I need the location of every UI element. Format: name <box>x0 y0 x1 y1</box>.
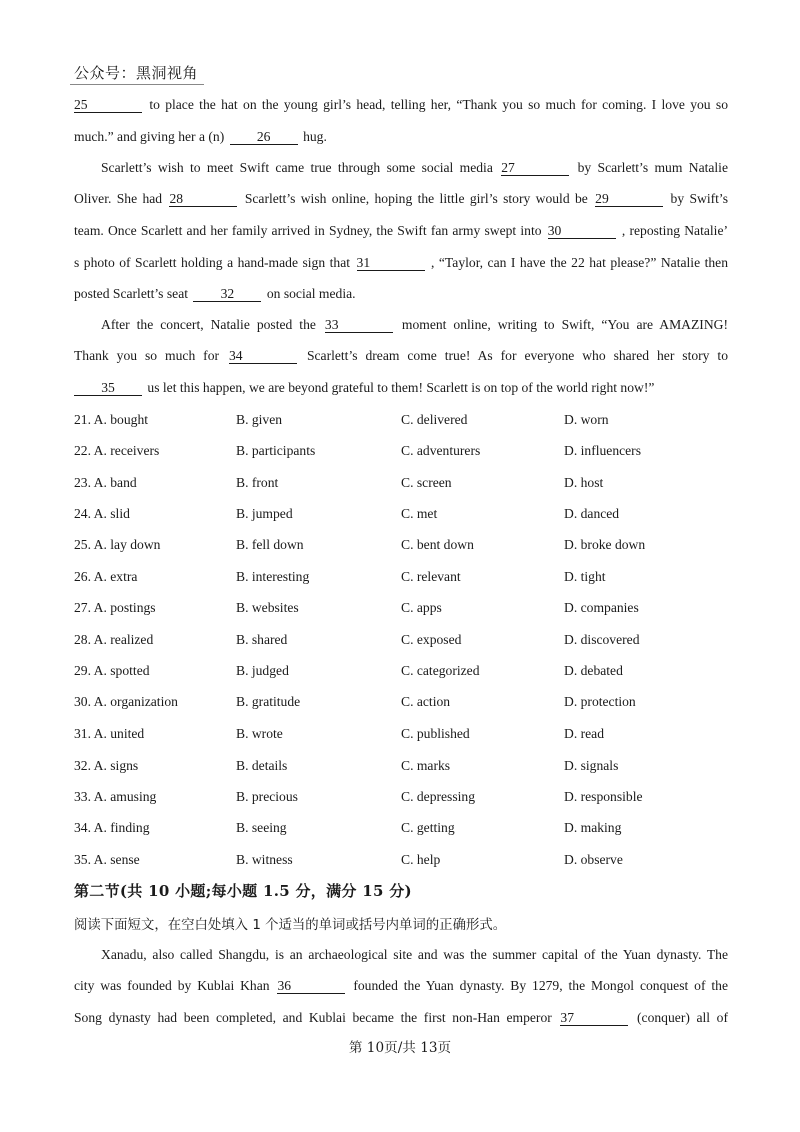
option-d: D. influencers <box>564 443 642 458</box>
option-b: B. interesting <box>236 569 310 584</box>
option-d: D. host <box>564 475 604 490</box>
blank-33: 33 <box>325 317 393 333</box>
option-row-23 <box>74 474 734 492</box>
option-d: D. responsible <box>564 789 643 804</box>
blank-30: 30 <box>548 223 616 239</box>
blank-25: 25 <box>74 97 142 113</box>
option-a: 34. A. finding <box>74 820 150 835</box>
blank-32: 32 <box>193 286 261 302</box>
option-a: 35. A. sense <box>74 852 140 867</box>
option-d: D. worn <box>564 412 609 427</box>
passage-line: s photo of Scarlett holding a hand-made sign that 31 , “Taylor, can I have the 22 hat please?” Natalie then <box>74 255 729 270</box>
option-a: 29. A. spotted <box>74 663 150 678</box>
passage-line: Song dynasty had been completed, and Kublai became the first non-Han emperor 37 (conquer) all of <box>74 1010 729 1025</box>
option-c: C. delivered <box>401 412 468 427</box>
option-c: C. depressing <box>401 789 476 804</box>
blank-35: 35 <box>74 380 142 396</box>
option-a: 32. A. signs <box>74 758 139 773</box>
option-a: 24. A. slid <box>74 506 130 521</box>
option-b: B. witness <box>236 852 293 867</box>
option-d: D. debated <box>564 663 623 678</box>
option-b: B. judged <box>236 663 289 678</box>
option-b: B. websites <box>236 600 299 615</box>
option-c: C. exposed <box>401 632 462 647</box>
option-c: C. screen <box>401 475 452 490</box>
option-a: 25. A. lay down <box>74 537 161 552</box>
option-c: C. getting <box>401 820 455 835</box>
option-a: 26. A. extra <box>74 569 138 584</box>
option-row-33 <box>74 788 734 806</box>
option-d: D. discovered <box>564 632 640 647</box>
option-c: C. relevant <box>401 569 461 584</box>
blank-29: 29 <box>595 191 663 207</box>
section-title: 第二节(共 10 小题;每小题 1.5 分，满分 15 分) <box>74 882 412 900</box>
option-row-28 <box>74 631 734 649</box>
section-instruction: 阅读下面短文，在空白处填入 1 个适当的单词或括号内单词的正确形式。 <box>74 918 507 933</box>
option-c: C. met <box>401 506 438 521</box>
option-b: B. participants <box>236 443 316 458</box>
option-d: D. companies <box>564 600 639 615</box>
blank-37: 37 <box>560 1010 628 1026</box>
option-row-25 <box>74 536 734 554</box>
blank-36: 36 <box>277 978 345 994</box>
blank-34: 34 <box>229 348 297 364</box>
option-b: B. fell down <box>236 537 304 552</box>
option-b: B. jumped <box>236 506 293 521</box>
option-d: D. tight <box>564 569 606 584</box>
page-footer: 第 10页/共 13页 <box>348 1040 452 1056</box>
option-a: 28. A. realized <box>74 632 154 647</box>
header-divider <box>70 84 204 85</box>
option-row-26 <box>74 568 734 586</box>
option-b: B. given <box>236 412 283 427</box>
option-d: D. protection <box>564 694 636 709</box>
option-d: D. broke down <box>564 537 646 552</box>
option-d: D. signals <box>564 758 619 773</box>
option-c: C. marks <box>401 758 451 773</box>
watermark-header: 公众号：黑洞视角 <box>74 64 199 82</box>
passage-line: After the concert, Natalie posted the 33 moment online, writing to Swift, “You are AMAZING! <box>101 317 728 332</box>
option-row-22 <box>74 442 734 460</box>
passage-line: posted Scarlett’s seat 32 on social media. <box>74 286 356 301</box>
option-a: 27. A. postings <box>74 600 156 615</box>
option-a: 31. A. united <box>74 726 145 741</box>
option-row-27 <box>74 599 734 617</box>
option-a: 30. A. organization <box>74 694 178 709</box>
passage-line: team. Once Scarlett and her family arrived in Sydney, the Swift fan army swept into 30 , reposting Natalie’ <box>74 223 729 238</box>
passage-line: Xanadu, also called Shangdu, is an archaeological site and was the summer capital of the Yuan dynasty. The <box>101 947 728 962</box>
option-d: D. observe <box>564 852 623 867</box>
option-c: C. published <box>401 726 470 741</box>
option-d: D. danced <box>564 506 620 521</box>
passage-line: Oliver. She had 28 Scarlett’s wish online, hoping the little girl’s story would be 29 by Swift’s <box>74 191 728 206</box>
option-b: B. gratitude <box>236 694 301 709</box>
passage-line: 35 us let this happen, we are beyond grateful to them! Scarlett is on top of the world right now!” <box>74 379 728 397</box>
option-b: B. front <box>236 475 279 490</box>
option-row-30 <box>74 693 734 711</box>
option-b: B. wrote <box>236 726 283 741</box>
option-c: C. apps <box>401 600 442 615</box>
option-c: C. bent down <box>401 537 474 552</box>
option-row-32 <box>74 757 734 775</box>
option-a: 22. A. receivers <box>74 443 160 458</box>
passage-line: Thank you so much for 34 Scarlett’s dream come true! As for everyone who shared her story to <box>74 348 728 363</box>
option-row-29 <box>74 662 734 680</box>
option-row-24 <box>74 505 734 523</box>
option-a: 33. A. amusing <box>74 789 157 804</box>
passage-line: Scarlett’s wish to meet Swift came true through some social media 27 by Scarlett’s mum Natalie <box>101 160 728 175</box>
passage-line: city was founded by Kublai Khan 36 founded the Yuan dynasty. By 1279, the Mongol conquest of the <box>74 978 728 993</box>
blank-31: 31 <box>357 255 425 271</box>
option-d: D. making <box>564 820 622 835</box>
blank-28: 28 <box>169 191 237 207</box>
passage-line: much.” and giving her a (n) 26 hug. <box>74 129 327 144</box>
option-row-21 <box>74 411 734 429</box>
option-c: C. help <box>401 852 441 867</box>
option-b: B. details <box>236 758 288 773</box>
option-a: 21. A. bought <box>74 412 149 427</box>
option-row-31 <box>74 725 734 743</box>
option-c: C. categorized <box>401 663 480 678</box>
blank-26: 26 <box>230 129 298 145</box>
option-b: B. precious <box>236 789 298 804</box>
option-b: B. shared <box>236 632 288 647</box>
passage-line: 25 to place the hat on the young girl’s head, telling her, “Thank you so much for coming. I love you so <box>74 97 728 112</box>
option-row-34 <box>74 819 734 837</box>
option-c: C. adventurers <box>401 443 481 458</box>
blank-27: 27 <box>501 160 569 176</box>
option-row-35 <box>74 851 734 869</box>
option-d: D. read <box>564 726 605 741</box>
option-a: 23. A. band <box>74 475 137 490</box>
option-c: C. action <box>401 694 451 709</box>
option-b: B. seeing <box>236 820 287 835</box>
